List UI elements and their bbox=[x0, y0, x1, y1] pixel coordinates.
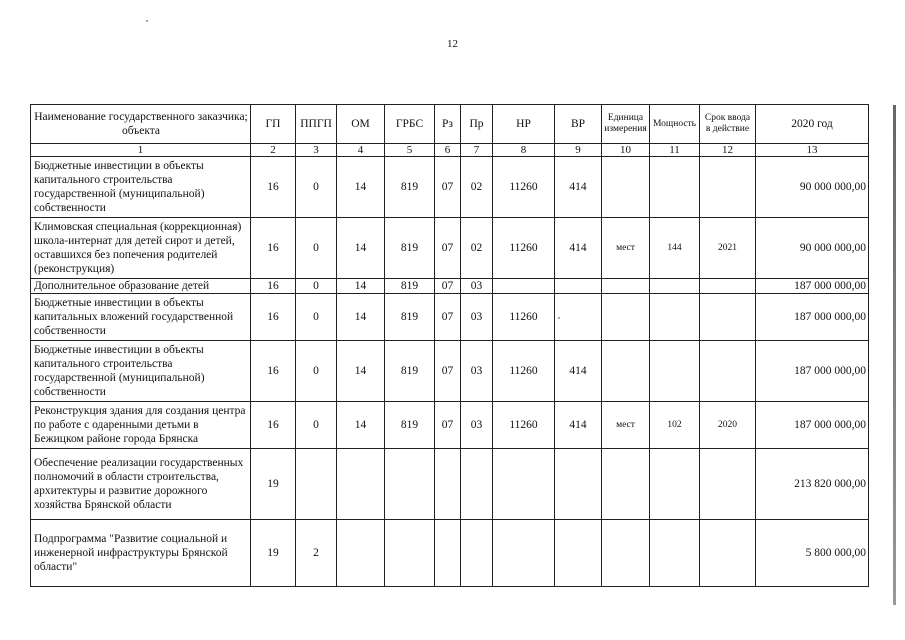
row-grbs bbox=[385, 449, 435, 520]
row-gp: 16 bbox=[251, 279, 296, 294]
row-capacity bbox=[650, 279, 700, 294]
row-gp: 16 bbox=[251, 341, 296, 402]
row-vr bbox=[555, 449, 602, 520]
row-vr: 414 bbox=[555, 341, 602, 402]
row-unit bbox=[602, 520, 650, 587]
row-rz: 07 bbox=[435, 341, 461, 402]
row-capacity bbox=[650, 520, 700, 587]
table-row bbox=[31, 449, 869, 520]
row-amount-2020: 187 000 000,00 bbox=[756, 402, 869, 449]
row-nr: 11260 bbox=[493, 294, 555, 341]
row-ppgp bbox=[296, 449, 337, 520]
row-name: Бюджетные инвестиции в объекты капитального строительства государственной (муниципальной) собственности bbox=[31, 341, 251, 402]
row-nr: 11260 bbox=[493, 218, 555, 279]
row-vr: 414 bbox=[555, 402, 602, 449]
row-amount-2020: 187 000 000,00 bbox=[756, 294, 869, 341]
row-unit bbox=[602, 157, 650, 218]
column-number: 13 bbox=[756, 144, 869, 157]
row-amount-2020: 187 000 000,00 bbox=[756, 341, 869, 402]
row-gp: 19 bbox=[251, 520, 296, 587]
row-ppgp: 0 bbox=[296, 341, 337, 402]
column-number: 3 bbox=[296, 144, 337, 157]
row-term bbox=[700, 520, 756, 587]
row-grbs: 819 bbox=[385, 279, 435, 294]
header-ppgp: ППГП bbox=[296, 105, 337, 144]
column-number: 10 bbox=[602, 144, 650, 157]
table-body bbox=[31, 105, 869, 587]
header-pr: Пр bbox=[461, 105, 493, 144]
row-rz bbox=[435, 520, 461, 587]
row-om: 14 bbox=[337, 294, 385, 341]
column-number: 5 bbox=[385, 144, 435, 157]
row-name: Подпрограмма "Развитие социальной и инженерной инфраструктуры Брянской области" bbox=[31, 520, 251, 587]
row-nr bbox=[493, 279, 555, 294]
row-nr: 11260 bbox=[493, 157, 555, 218]
row-term bbox=[700, 341, 756, 402]
row-rz: 07 bbox=[435, 218, 461, 279]
column-number-row bbox=[31, 144, 869, 157]
row-term bbox=[700, 294, 756, 341]
row-gp: 19 bbox=[251, 449, 296, 520]
column-number: 4 bbox=[337, 144, 385, 157]
row-capacity: 102 bbox=[650, 402, 700, 449]
row-amount-2020: 90 000 000,00 bbox=[756, 157, 869, 218]
row-amount-2020: 213 820 000,00 bbox=[756, 449, 869, 520]
row-grbs: 819 bbox=[385, 294, 435, 341]
column-number: 11 bbox=[650, 144, 700, 157]
column-number: 1 bbox=[31, 144, 251, 157]
row-term bbox=[700, 157, 756, 218]
header-om: ОМ bbox=[337, 105, 385, 144]
row-grbs bbox=[385, 520, 435, 587]
header-unit: Единица измерения bbox=[602, 105, 650, 144]
row-om: 14 bbox=[337, 157, 385, 218]
row-name: Обеспечение реализации государственных полномочий в области строительства, архитектуры и развитие дорожного хозяйства Брянской области bbox=[31, 449, 251, 520]
row-unit: мест bbox=[602, 402, 650, 449]
row-rz: 07 bbox=[435, 294, 461, 341]
page-number: 12 bbox=[447, 38, 458, 50]
row-om: 14 bbox=[337, 341, 385, 402]
header-vr: ВР bbox=[555, 105, 602, 144]
row-capacity bbox=[650, 341, 700, 402]
header-grbs: ГРБС bbox=[385, 105, 435, 144]
row-grbs: 819 bbox=[385, 402, 435, 449]
row-name: Реконструкция здания для создания центра по работе с одаренными детьми в Бежицком районе города Брянска bbox=[31, 402, 251, 449]
row-ppgp: 0 bbox=[296, 157, 337, 218]
row-pr: 03 bbox=[461, 294, 493, 341]
row-name: Климовская специальная (коррекционная) школа-интернат для детей сирот и детей, оставшихся без попечения родителей (реконструкция) bbox=[31, 218, 251, 279]
row-gp: 16 bbox=[251, 402, 296, 449]
row-grbs: 819 bbox=[385, 157, 435, 218]
row-capacity bbox=[650, 157, 700, 218]
row-unit bbox=[602, 294, 650, 341]
scan-edge-line bbox=[893, 105, 896, 605]
row-name: Бюджетные инвестиции в объекты капитальных вложений государственной собственности bbox=[31, 294, 251, 341]
row-ppgp: 0 bbox=[296, 218, 337, 279]
row-pr bbox=[461, 520, 493, 587]
row-rz bbox=[435, 449, 461, 520]
row-gp: 16 bbox=[251, 294, 296, 341]
row-name: Бюджетные инвестиции в объекты капитального строительства государственной (муниципальной) собственности bbox=[31, 157, 251, 218]
row-capacity bbox=[650, 294, 700, 341]
row-vr: 414 bbox=[555, 218, 602, 279]
row-vr bbox=[555, 520, 602, 587]
row-vr: 414 bbox=[555, 157, 602, 218]
row-nr: 11260 bbox=[493, 341, 555, 402]
table-row bbox=[31, 157, 869, 218]
header-gp: ГП bbox=[251, 105, 296, 144]
row-om bbox=[337, 449, 385, 520]
row-rz: 07 bbox=[435, 279, 461, 294]
row-amount-2020: 187 000 000,00 bbox=[756, 279, 869, 294]
table-header-row bbox=[31, 105, 869, 144]
column-number: 2 bbox=[251, 144, 296, 157]
row-amount-2020: 90 000 000,00 bbox=[756, 218, 869, 279]
table-row bbox=[31, 294, 869, 341]
column-number: 8 bbox=[493, 144, 555, 157]
row-name: Дополнительное образование детей bbox=[31, 279, 251, 294]
row-nr bbox=[493, 520, 555, 587]
table-row bbox=[31, 218, 869, 279]
row-ppgp: 0 bbox=[296, 402, 337, 449]
table-row bbox=[31, 279, 869, 294]
column-number: 7 bbox=[461, 144, 493, 157]
header-capacity: Мощность bbox=[650, 105, 700, 144]
header-year-2020: 2020 год bbox=[756, 105, 869, 144]
row-om: 14 bbox=[337, 279, 385, 294]
table-row bbox=[31, 402, 869, 449]
row-ppgp: 2 bbox=[296, 520, 337, 587]
row-pr: 02 bbox=[461, 218, 493, 279]
row-nr: 11260 bbox=[493, 402, 555, 449]
scan-speck bbox=[146, 20, 148, 22]
row-capacity: 144 bbox=[650, 218, 700, 279]
header-nr: НР bbox=[493, 105, 555, 144]
row-capacity bbox=[650, 449, 700, 520]
row-om bbox=[337, 520, 385, 587]
row-rz: 07 bbox=[435, 402, 461, 449]
row-pr bbox=[461, 449, 493, 520]
row-term bbox=[700, 449, 756, 520]
row-ppgp: 0 bbox=[296, 294, 337, 341]
row-gp: 16 bbox=[251, 218, 296, 279]
row-pr: 03 bbox=[461, 279, 493, 294]
row-unit: мест bbox=[602, 218, 650, 279]
row-unit bbox=[602, 341, 650, 402]
row-pr: 02 bbox=[461, 157, 493, 218]
budget-investments-table bbox=[30, 104, 869, 587]
row-term bbox=[700, 279, 756, 294]
column-number: 9 bbox=[555, 144, 602, 157]
row-om: 14 bbox=[337, 402, 385, 449]
row-rz: 07 bbox=[435, 157, 461, 218]
header-name: Наименование государственного заказчика; объекта bbox=[31, 105, 251, 144]
row-grbs: 819 bbox=[385, 341, 435, 402]
row-grbs: 819 bbox=[385, 218, 435, 279]
column-number: 12 bbox=[700, 144, 756, 157]
row-unit bbox=[602, 449, 650, 520]
row-ppgp: 0 bbox=[296, 279, 337, 294]
header-rz: Рз bbox=[435, 105, 461, 144]
row-nr bbox=[493, 449, 555, 520]
row-pr: 03 bbox=[461, 341, 493, 402]
header-term: Срок ввода в действие bbox=[700, 105, 756, 144]
row-gp: 16 bbox=[251, 157, 296, 218]
row-unit bbox=[602, 279, 650, 294]
row-vr bbox=[555, 294, 602, 341]
row-om: 14 bbox=[337, 218, 385, 279]
row-amount-2020: 5 800 000,00 bbox=[756, 520, 869, 587]
row-term: 2020 bbox=[700, 402, 756, 449]
table-row bbox=[31, 520, 869, 587]
column-number: 6 bbox=[435, 144, 461, 157]
row-term: 2021 bbox=[700, 218, 756, 279]
row-pr: 03 bbox=[461, 402, 493, 449]
table-row bbox=[31, 341, 869, 402]
row-vr bbox=[555, 279, 602, 294]
